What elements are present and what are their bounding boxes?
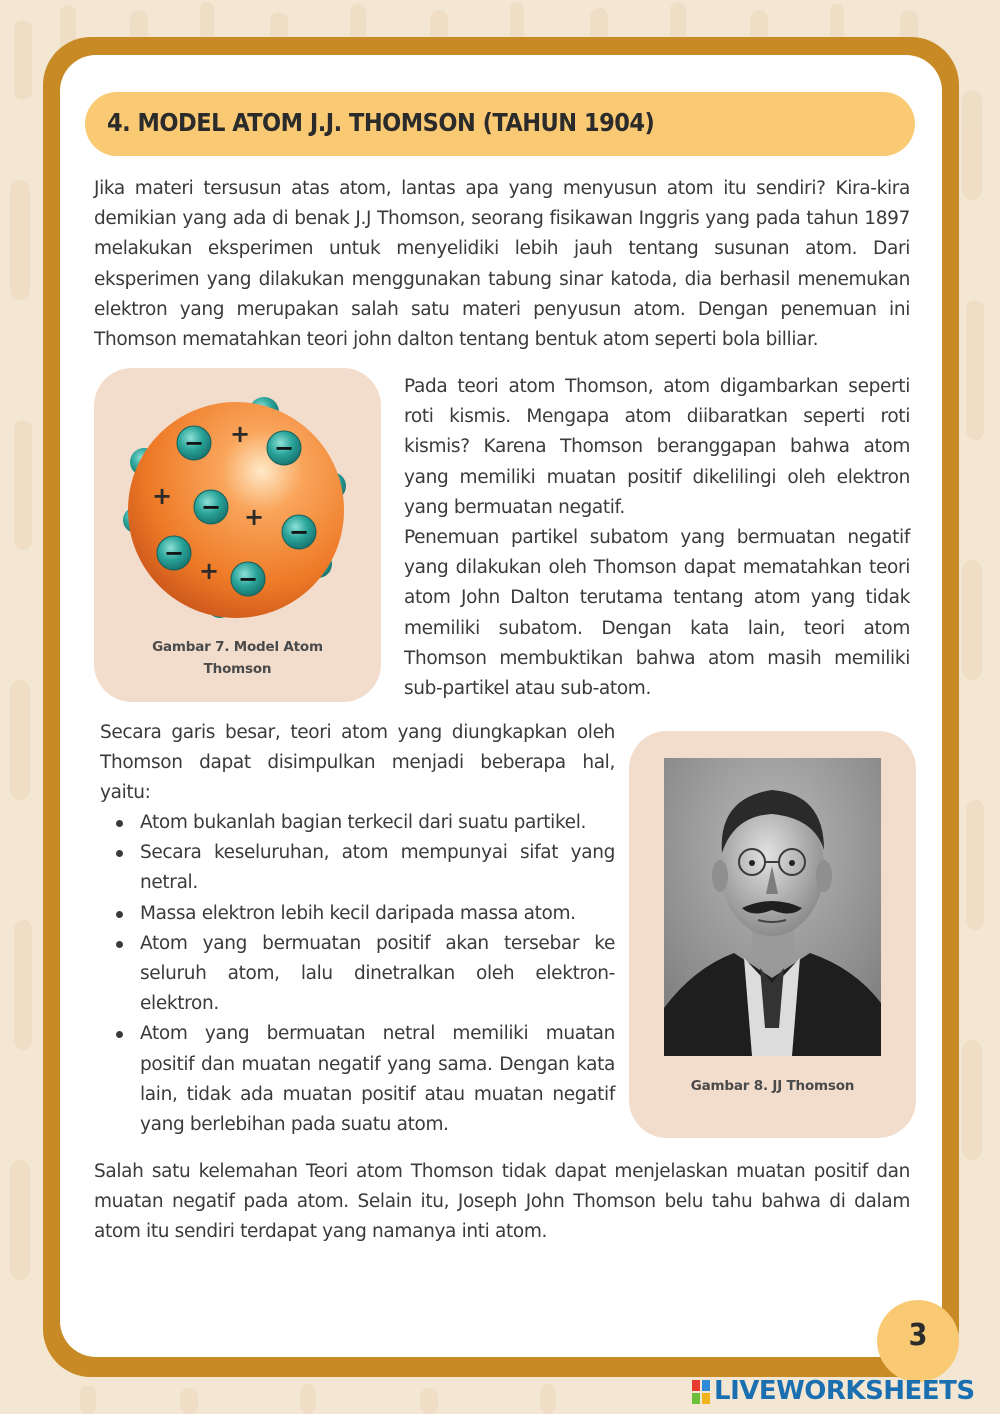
figure-7-caption: Gambar 7. Model Atom Thomson bbox=[152, 639, 323, 677]
electron-sign: − bbox=[237, 565, 259, 593]
liveworksheets-brand: LIVEWORKSHEETS bbox=[714, 1376, 975, 1406]
summary-list bbox=[100, 808, 615, 1140]
proton-sign: + bbox=[243, 503, 265, 531]
jj-thomson-portrait-photo bbox=[664, 758, 881, 1056]
electron-sign: − bbox=[288, 518, 310, 546]
page-number: 3 bbox=[908, 1318, 928, 1353]
proton-sign: + bbox=[198, 557, 220, 585]
figure-8-caption: Gambar 8. JJ Thomson bbox=[690, 1078, 855, 1094]
model-paragraph-1: Pada teori atom Thomson, atom digambarkan seperti roti kismis. Mengapa atom diibaratkan seperti roti kismis? Karena Thomson beranggapan bahwa atom yang memiliki muatan positif dikelilingi oleh elektron yang bermuatan negatif. bbox=[404, 376, 910, 518]
intro-paragraph: Jika materi tersusun atas atom, lantas apa yang menyusun atom itu sendiri? Kira-kira demikian yang ada di benak J.J Thomson, seorang fisikawan Inggris yang pada tahun 1897 melakukan eksperimen untuk menyelidiki lebih jauh tentang susunan atom. Dari eksperimen yang dilakukan menggunakan tabung sinar katoda, dia berhasil menemukan elektron yang merupakan salah satu materi penyusun atom. Dengan penemuan ini Thomson mematahkan teori john dalton tentang bentuk atom seperti bola billiar. bbox=[94, 178, 910, 351]
proton-sign: + bbox=[229, 420, 251, 448]
electron-sign: − bbox=[183, 429, 205, 457]
list-item: Atom yang bermuatan netral memiliki muatan positif dan muatan negatif yang sama. Dengan kata lain, tidak ada muatan positif atau muatan negatif yang berlebihan pada suatu atom. bbox=[100, 1019, 615, 1140]
liveworksheets-squares-icon bbox=[692, 1380, 710, 1404]
list-item: Atom yang bermuatan positif akan tersebar ke seluruh atom, lalu dinetralkan oleh elektron-elektron. bbox=[100, 929, 615, 1020]
list-item: Massa elektron lebih kecil daripada massa atom. bbox=[100, 899, 615, 929]
electron-sign: − bbox=[273, 434, 295, 462]
section-title: 4. MODEL ATOM J.J. THOMSON (TAHUN 1904) bbox=[107, 108, 655, 137]
electron-sign: − bbox=[200, 493, 222, 521]
proton-sign: + bbox=[151, 482, 173, 510]
list-item: Secara keseluruhan, atom mempunyai sifat yang netral. bbox=[100, 838, 615, 898]
weakness-paragraph: Salah satu kelemahan Teori atom Thomson tidak dapat menjelaskan muatan positif dan muatan negatif pada atom. Selain itu, Joseph John Thomson belu tahu bahwa di dalam atom itu sendiri terdapat yang namanya inti atom. bbox=[94, 1161, 910, 1243]
summary-intro: Secara garis besar, teori atom yang diungkapkan oleh Thomson dapat disimpulkan menjadi beberapa hal, yaitu: bbox=[100, 722, 615, 804]
thomson-atom-illustration bbox=[114, 386, 362, 638]
electron-sign: − bbox=[163, 539, 185, 567]
list-item: Atom bukanlah bagian terkecil dari suatu partikel. bbox=[100, 808, 615, 838]
liveworksheets-logo bbox=[692, 1376, 992, 1406]
model-paragraph-2: Penemuan partikel subatom yang bermuatan negatif yang dilakukan oleh Thomson dapat mematahkan teori atom John Dalton terutama tentang atom yang tidak memiliki subatom. Dengan kata lain, teori atom Thomson membuktikan bahwa atom masih memiliki sub-partikel atau sub-atom. bbox=[404, 527, 910, 700]
